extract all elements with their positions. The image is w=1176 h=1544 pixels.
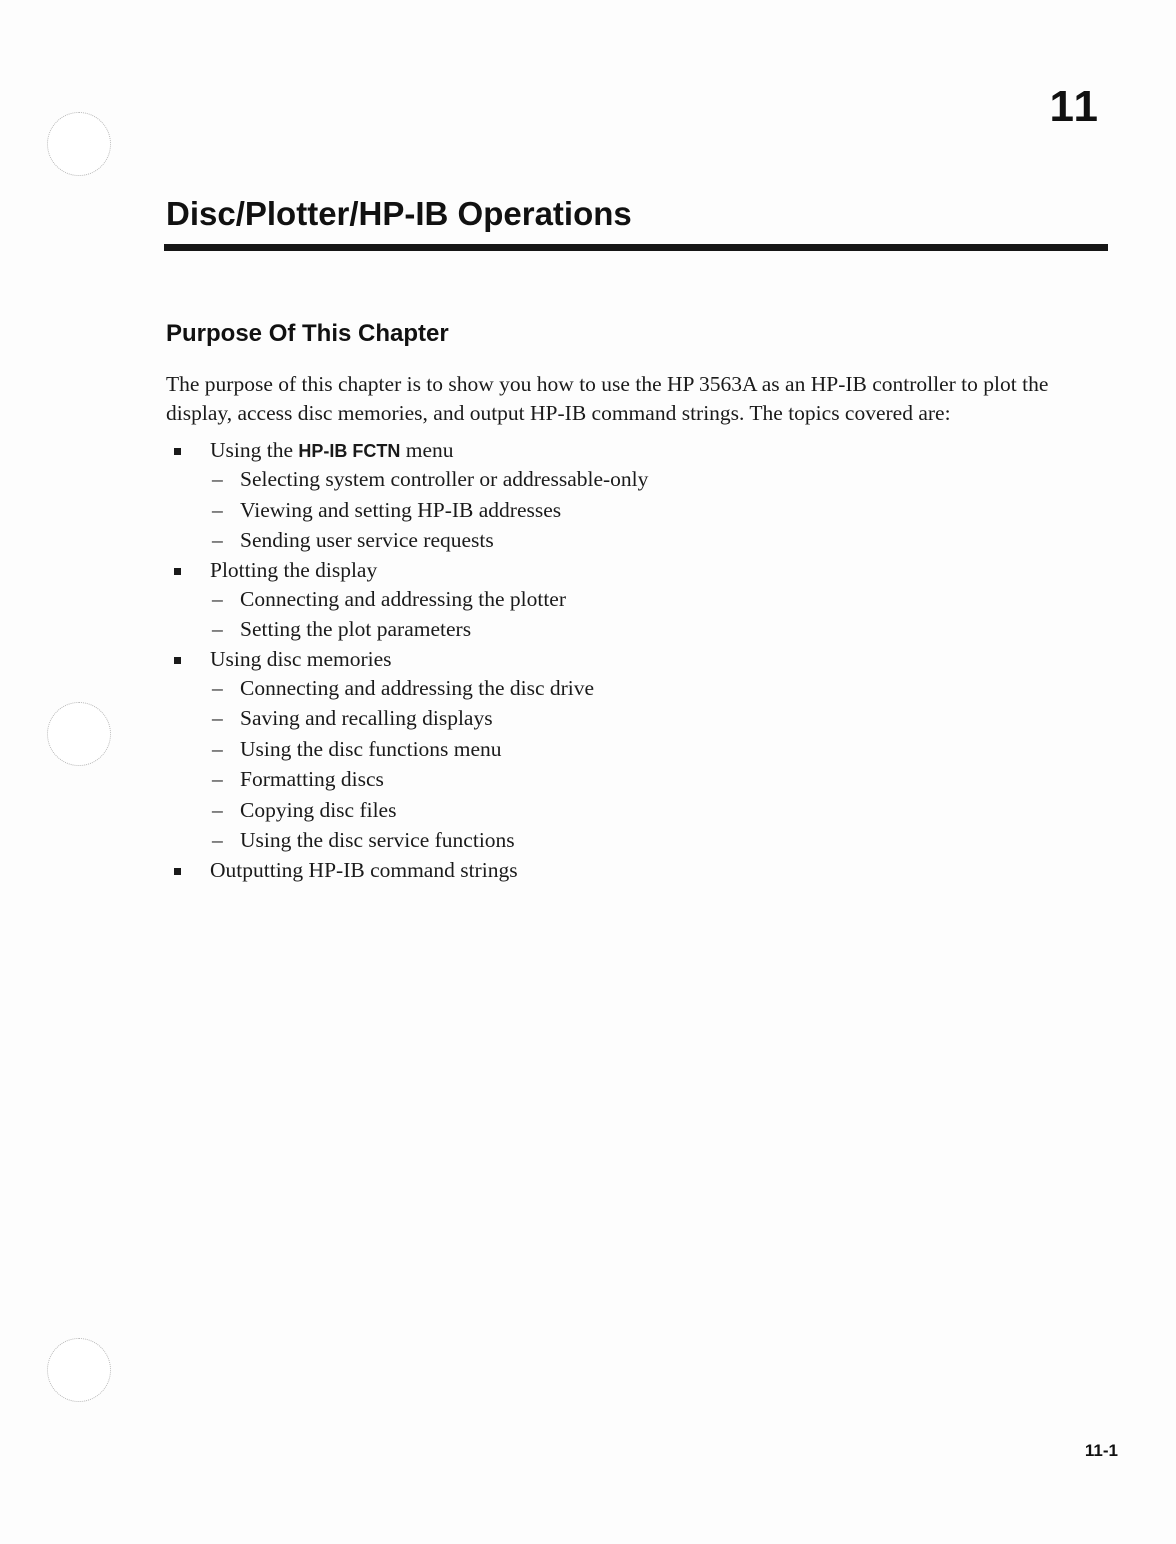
subtopic-item [210, 495, 1066, 526]
subtopic-list [210, 673, 1066, 856]
subtopic-item [210, 584, 1066, 615]
subtopic-label: Viewing and setting HP-IB addresses [240, 497, 562, 522]
topic-label: Outputting HP-IB command strings [210, 857, 518, 882]
subtopic-label: Formatting discs [240, 767, 384, 791]
intro-paragraph: The purpose of this chapter is to show you how to use the HP 3563A as an HP-IB controller to plot the display, access disc memories, and output HP-IB command strings. The topics covered are: [166, 372, 1049, 425]
topic-label: Plotting the display [210, 557, 378, 582]
subtopic-list [210, 464, 1066, 556]
subtopic-label: Using the disc service functions [240, 828, 515, 852]
topic-item [166, 645, 1066, 856]
subtopic-label: Selecting system controller or addressable-only [240, 467, 649, 491]
binder-hole [47, 112, 111, 176]
dash-marker: – [212, 828, 223, 852]
subtopic-label: Connecting and addressing the disc drive [240, 675, 595, 700]
section-heading: Purpose Of This Chapter [166, 320, 449, 347]
topic-label [210, 436, 1066, 464]
dash-marker: – [212, 706, 223, 730]
subtopic-list [210, 584, 1066, 645]
title-rule [164, 244, 1108, 251]
topic-item [166, 436, 1066, 556]
subtopic-label: Connecting and addressing the plotter [240, 586, 567, 611]
dash-marker: – [212, 675, 223, 700]
subtopic-label: Copying disc files [240, 797, 397, 822]
dash-marker: – [212, 736, 223, 761]
dash-marker: – [212, 467, 223, 491]
topic-list [166, 436, 1066, 884]
subtopic-item [210, 525, 1066, 556]
hpib-fctn-key: HP-IB FCTN [298, 441, 401, 461]
topic-label-suffix: menu [400, 438, 454, 462]
chapter-title: Disc/Plotter/HP-IB Operations [166, 195, 632, 232]
binder-hole [47, 1338, 111, 1402]
bullet-icon [174, 448, 181, 455]
subtopic-label: Using the disc functions menu [240, 736, 502, 761]
binder-hole [47, 702, 111, 766]
dash-marker: – [212, 767, 223, 791]
topic-label: Using disc memories [210, 646, 392, 671]
subtopic-item [210, 703, 1066, 734]
subtopic-item [210, 673, 1066, 704]
chapter-number: 11 [1049, 82, 1100, 131]
subtopic-item [210, 795, 1066, 826]
dash-marker: – [212, 617, 223, 641]
subtopic-label: Setting the plot parameters [240, 617, 472, 641]
page-number: 11-1 [1084, 1441, 1118, 1460]
subtopic-item [210, 464, 1066, 495]
dash-marker: – [212, 797, 223, 822]
dash-marker: – [212, 528, 223, 552]
subtopic-label: Saving and recalling displays [240, 706, 493, 730]
subtopic-label: Sending user service requests [240, 528, 494, 552]
topic-item [166, 556, 1066, 645]
subtopic-item [210, 614, 1066, 645]
bullet-icon [174, 868, 181, 875]
bullet-icon [174, 568, 181, 575]
subtopic-item [210, 734, 1066, 765]
dash-marker: – [212, 586, 223, 611]
subtopic-item [210, 825, 1066, 856]
dash-marker: – [212, 497, 223, 522]
subtopic-item [210, 764, 1066, 795]
topic-item [166, 856, 1066, 884]
bullet-icon [174, 657, 181, 664]
topic-label-prefix: Using the [210, 438, 299, 462]
